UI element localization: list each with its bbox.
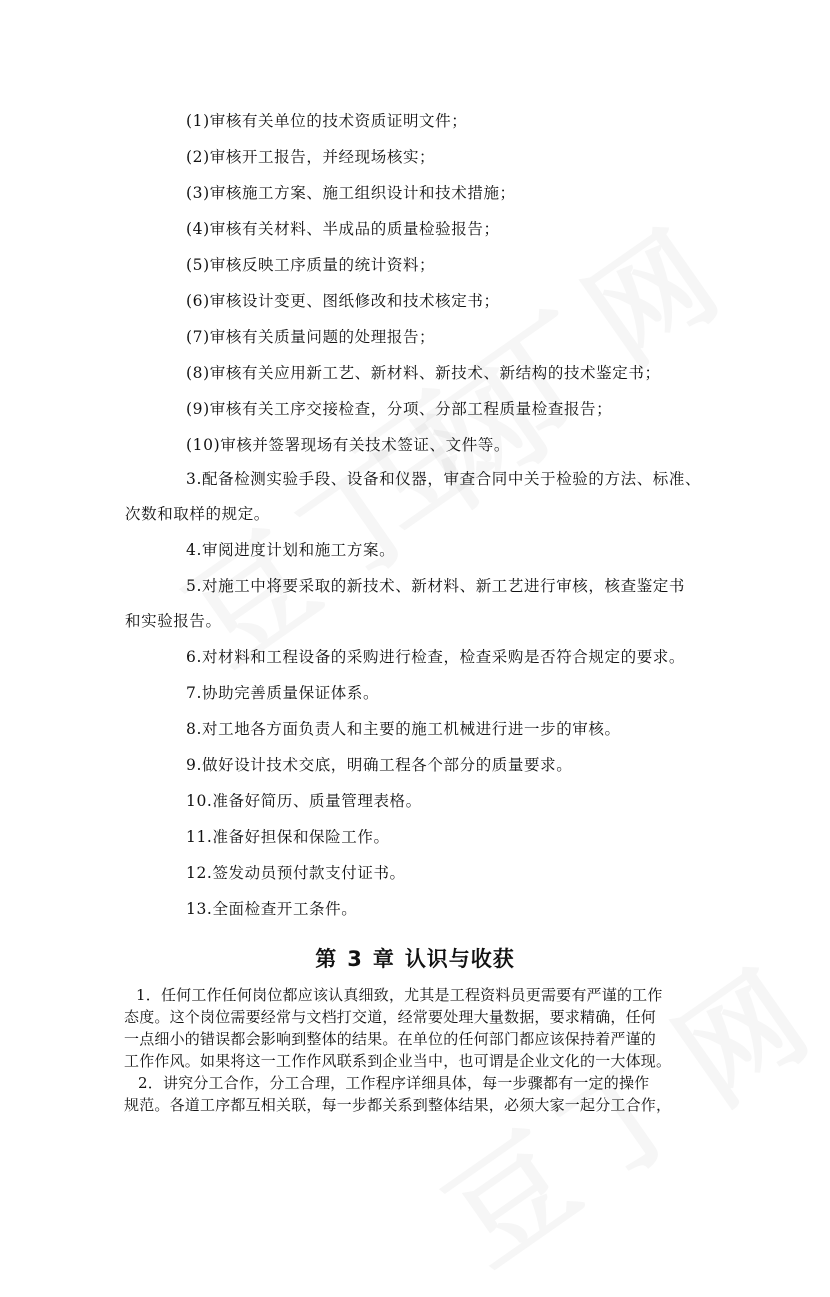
numbered-item-continuation: 和实验报告。 — [125, 612, 222, 630]
numbered-item: 12.签发动员预付款支付证书。 — [186, 864, 406, 882]
review-item: (8)审核有关应用新工艺、新材料、新技术、新结构的技术鉴定书； — [186, 364, 661, 382]
review-item: (2)审核开工报告，并经现场核实； — [186, 148, 436, 166]
review-item: (9)审核有关工序交接检查，分项、分部工程质量检查报告； — [186, 400, 613, 418]
review-item: (6)审核设计变更、图纸修改和技术核定书； — [186, 292, 500, 310]
numbered-item: 9.做好设计技术交底，明确工程各个部分的质量要求。 — [186, 756, 573, 774]
review-item: (3)审核施工方案、施工组织设计和技术措施； — [186, 184, 516, 202]
chapter-heading — [0, 943, 830, 973]
paragraph-line: 1．任何工作任何岗位都应该认真细致，尤其是工程资料员更需要有严谨的工作 — [136, 986, 663, 1004]
review-item: (10)审核并签署现场有关技术签证、文件等。 — [186, 436, 511, 454]
numbered-item: 5.对施工中将要采取的新技术、新材料、新工艺进行审核，核查鉴定书 — [186, 577, 685, 595]
paragraph-line: 规范。各道工序都互相关联，每一步都关系到整体结果，必须大家一起分工合作， — [124, 1096, 672, 1114]
review-item: (1)审核有关单位的技术资质证明文件； — [186, 112, 468, 130]
numbered-item: 8.对工地各方面负责人和主要的施工机械进行进一步的审核。 — [186, 720, 621, 738]
numbered-item: 6.对材料和工程设备的采购进行检查，检查采购是否符合规定的要求。 — [186, 648, 685, 666]
review-item: (4)审核有关材料、半成品的质量检验报告； — [186, 220, 500, 238]
numbered-item: 11.准备好担保和保险工作。 — [186, 828, 390, 846]
numbered-item: 7.协助完善质量保证体系。 — [186, 684, 380, 702]
paragraph-line: 工作作风。如果将这一工作作风联系到企业当中，也可谓是企业文化的一大体现。 — [124, 1052, 672, 1070]
numbered-item: 4.审阅进度计划和施工方案。 — [186, 541, 396, 559]
numbered-item-continuation: 次数和取样的规定。 — [125, 505, 270, 523]
paragraph-line: 一点细小的错误都会影响到整体的结果。在单位的任何部门都应该保持着严谨的 — [124, 1030, 657, 1048]
review-item: (5)审核反映工序质量的统计资料； — [186, 256, 436, 274]
paragraph-line: 2．讲究分工合作，分工合理，工作程序详细具体，每一步骤都有一定的操作 — [138, 1074, 650, 1092]
chapter-number: 3 — [347, 947, 363, 971]
chapter-title: 认识与收获 — [404, 947, 515, 971]
paragraph-line: 态度。这个岗位需要经常与文档打交道，经常要处理大量数据，要求精确，任何 — [124, 1008, 657, 1026]
numbered-item: 13.全面检查开工条件。 — [186, 900, 358, 918]
chapter-prefix: 第 — [315, 947, 338, 971]
numbered-item: 10.准备好简历、质量管理表格。 — [186, 792, 422, 810]
numbered-item: 3.配备检测实验手段、设备和仪器，审查合同中关于检验的方法、标准、 — [186, 470, 702, 488]
chapter-suffix: 章 — [372, 947, 395, 971]
review-item: (7)审核有关质量问题的处理报告； — [186, 328, 436, 346]
